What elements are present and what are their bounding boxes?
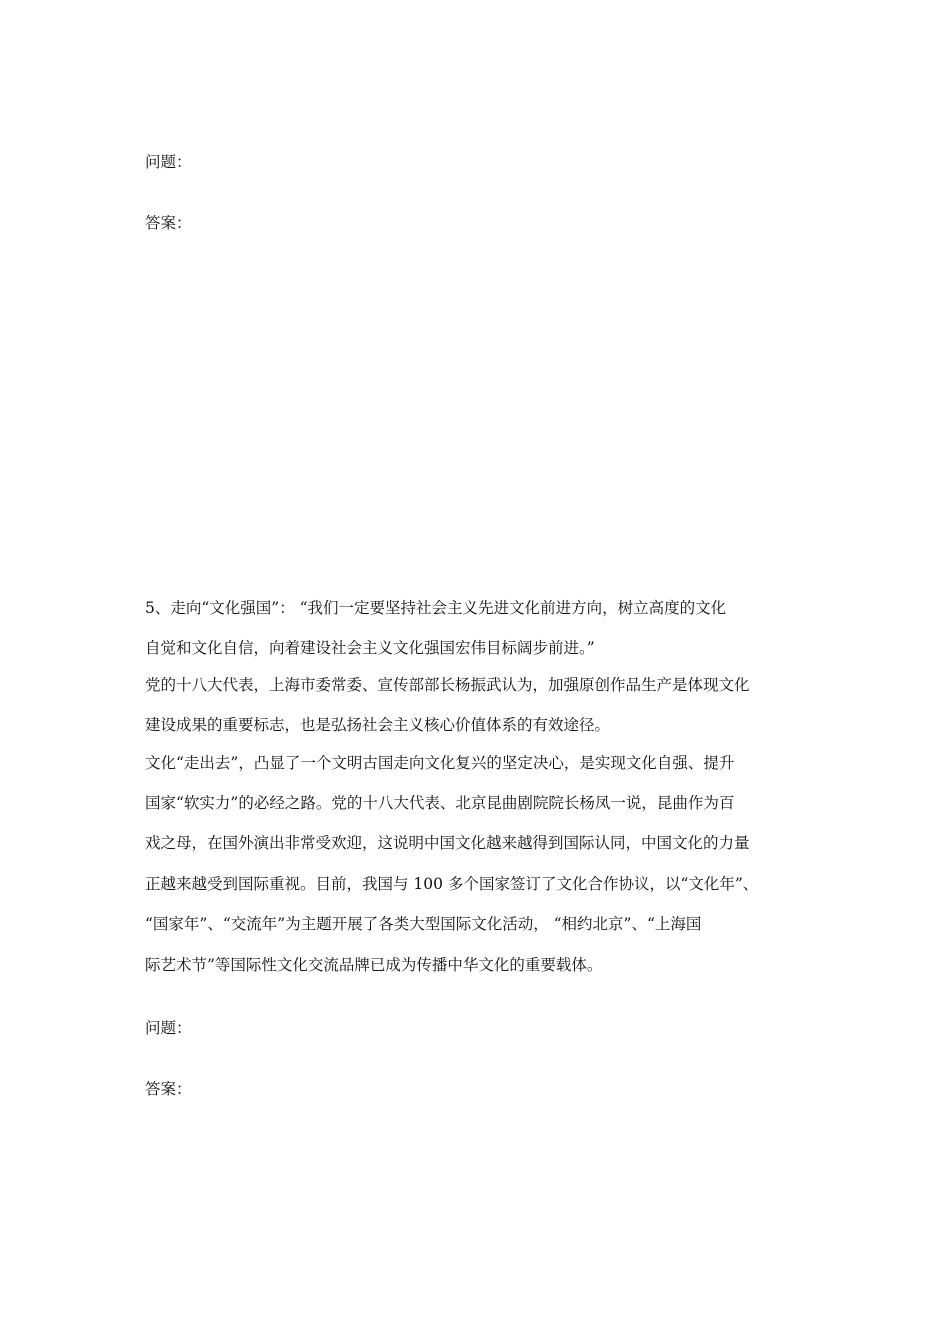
passage-line: 建设成果的重要标志，也是弘扬社会主义核心价值体系的有效途径。 (145, 716, 611, 734)
answer-label-section-5: 答案： (145, 1080, 192, 1098)
passage-line: 际艺术节”等国际性文化交流品牌已成为传播中华文化的重要载体。 (145, 956, 603, 974)
question-label-section-5: 问题： (145, 1019, 192, 1037)
answer-label-top: 答案： (145, 214, 192, 232)
passage-line: 自觉和文化自信，向着建设社会主义文化强国宏伟目标阔步前进。” (145, 639, 595, 657)
passage-line: 正越来越受到国际重视。目前，我国与 100 多个国家签订了文化合作协议，以“文化年”、 (145, 875, 759, 893)
passage-line: 5、走向“文化强国”： “我们一定要坚持社会主义先进文化前进方向，树立高度的文化 (145, 599, 727, 617)
passage-line: 党的十八大代表，上海市委常委、宣传部部长杨振武认为，加强原创作品生产是体现文化 (145, 676, 750, 694)
passage-line: “国家年”、“交流年”为主题开展了各类大型国际文化活动， “相约北京”、“上海国 (145, 915, 702, 933)
passage-line: 戏之母，在国外演出非常受欢迎，这说明中国文化越来越得到国际认同，中国文化的力量 (145, 834, 750, 852)
passage-line: 文化“走出去”，凸显了一个文明古国走向文化复兴的坚定决心，是实现文化自强、提升 (145, 754, 735, 772)
question-label-top: 问题： (145, 153, 192, 171)
passage-line: 国家“软实力”的必经之路。党的十八大代表、北京昆曲剧院院长杨凤一说，昆曲作为百 (145, 794, 735, 812)
